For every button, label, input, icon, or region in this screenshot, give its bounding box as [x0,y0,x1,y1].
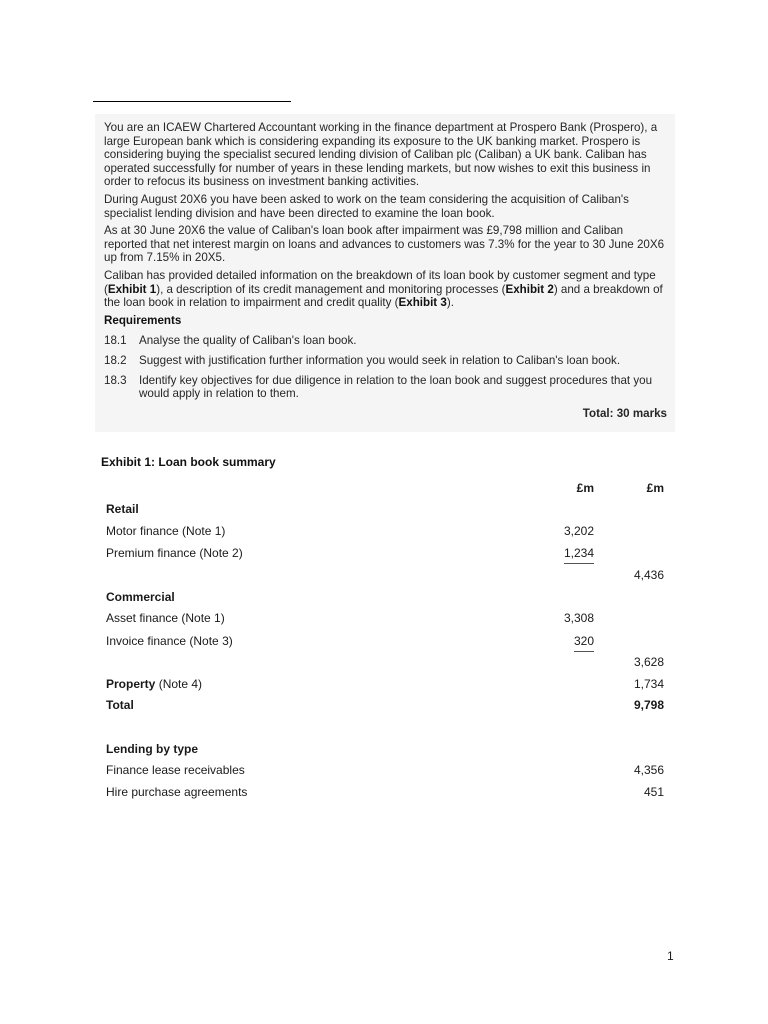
requirement-text: Identify key objectives for due diligence in relation to the loan book and suggest procedures that you would apply in relation to them. [139,373,653,401]
commercial-heading: Commercial [106,590,175,604]
para4-text-3: ) and a breakdown of the loan book in relation to impairment and credit quality ( [104,282,663,310]
exhibit-1-ref: Exhibit 1 [107,282,157,296]
commercial-heading-row [106,588,666,606]
commercial-total-row [106,653,666,671]
invoice-finance-label: Invoice finance (Note 3) [106,634,233,648]
column-header-row [106,479,666,497]
requirements-heading: Requirements [104,313,182,327]
exhibit-3-ref: Exhibit 3 [398,296,447,310]
premium-finance-label: Premium finance (Note 2) [106,546,243,560]
total-label: Total [106,698,134,712]
motor-finance-row [106,522,666,540]
premium-finance-row [106,544,666,562]
hire-purchase-label: Hire purchase agreements [106,785,248,799]
retail-heading-row [106,500,666,518]
property-note: (Note 4) [155,677,203,691]
invoice-finance-value: 320 [574,632,594,652]
requirement-number: 18.3 [104,373,127,387]
page-number: 1 [667,949,674,963]
asset-finance-value: 3,308 [563,611,594,625]
para4-text-1: Caliban has provided detailed information on the breakdown of its loan book by customer segment and type ( [104,268,656,296]
requirement-item [104,354,667,368]
hire-purchase-value: 451 [643,785,664,799]
exhibit-2-ref: Exhibit 2 [505,282,554,296]
para4-text-2: ), a description of its credit management and monitoring processes ( [156,282,506,296]
property-label-group [106,675,202,693]
hire-purchase-row [106,783,666,801]
requirement-text: Suggest with justification further information you would seek in relation to Caliban's loan book. [139,353,621,367]
total-row [106,696,666,714]
motor-finance-label: Motor finance (Note 1) [106,524,226,538]
total-marks: Total: 30 marks [582,406,667,420]
lending-by-type-heading: Lending by type [106,742,199,756]
asset-finance-row [106,609,666,627]
requirement-item [104,334,667,348]
requirement-number: 18.1 [104,334,127,348]
total-value: 9,798 [633,698,664,712]
exhibit-title: Exhibit 1: Loan book summary [101,455,276,469]
column-header-2: £m [646,481,664,495]
case-paragraph-4 [104,269,667,310]
property-label: Property [106,677,156,691]
property-row [106,675,666,693]
property-value: 1,734 [633,677,664,691]
invoice-finance-row [106,632,666,650]
case-paragraph-2: During August 20X6 you have been asked to work on the team considering the acquisition of Caliban's specialist lending division and have been directed to examine the loan book. [104,192,629,220]
column-header-1: £m [576,481,594,495]
requirement-item [104,374,667,401]
para4-text-4: ). [446,296,454,310]
case-paragraph-3: As at 30 June 20X6 the value of Caliban's loan book after impairment was £9,798 million and Caliban reported that net interest margin on loans and advances to customers was 7.3% for the year to 30 June 20X6 up from 7.15% in 20X5. [104,224,665,265]
requirement-text: Analyse the quality of Caliban's loan book. [139,334,357,348]
motor-finance-value: 3,202 [563,524,594,538]
finance-lease-row [106,761,666,779]
retail-total-value: 4,436 [633,568,664,582]
finance-lease-label: Finance lease receivables [106,763,245,777]
premium-finance-value: 1,234 [564,544,594,564]
finance-lease-value: 4,356 [633,763,664,777]
lending-heading-row [106,740,666,758]
retail-heading: Retail [106,502,139,516]
commercial-total-value: 3,628 [633,655,664,669]
question-scan-panel [95,114,675,432]
requirement-number: 18.2 [104,353,127,367]
asset-finance-label: Asset finance (Note 1) [106,611,225,625]
retail-total-row [106,566,666,584]
footnote-rule [93,101,291,102]
case-paragraph-1: You are an ICAEW Chartered Accountant working in the finance department at Prospero Bank (Prospero), a large European bank which is considering expanding its exposure to the UK banking market. Prospero is considering buying the specialist secured lending division of Caliban plc (Caliban) a UK bank. Caliban has operated successfully for number of years in these lending markets, but now wishes to exit this business in order to refocus its business on investment banking activities. [104,121,658,189]
